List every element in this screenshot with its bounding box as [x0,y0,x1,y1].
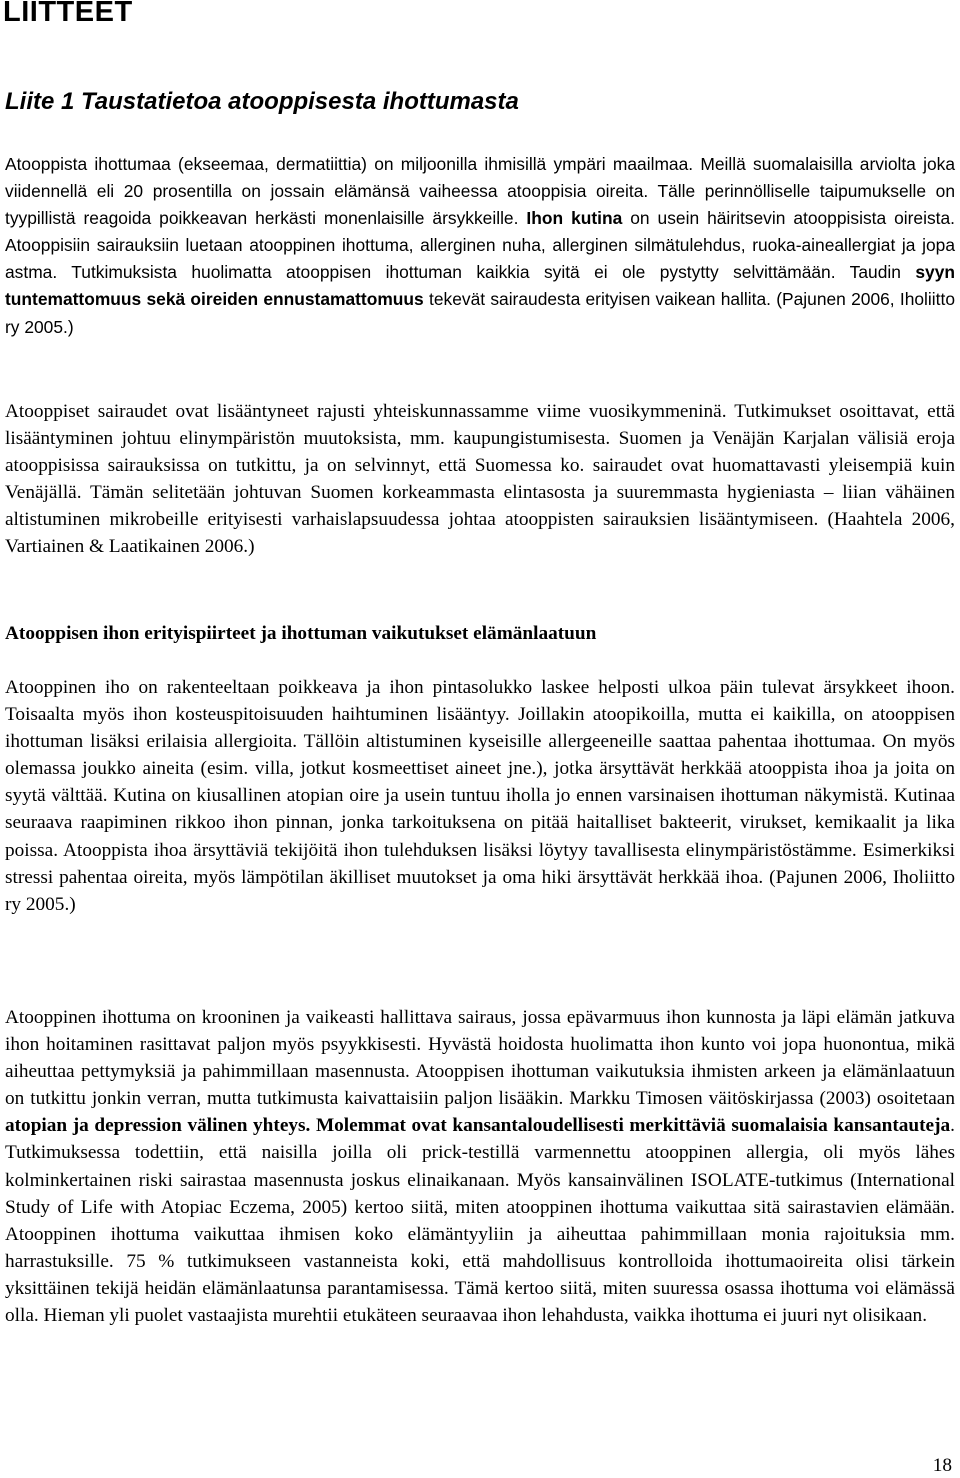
bold-phrase: atopian ja depression välinen yhteys. [5,1115,311,1137]
paragraph-atopic-increase [5,398,955,561]
bold-phrase: Molemmat ovat kansantaloudellisesti merkittäviä suomalaisia kansantauteja [315,1115,951,1137]
page-heading: LIITTEET [3,0,133,28]
paragraph-text: Atooppista ihottumaa (ekseemaa, dermatiittia) on miljoonilla ihmisillä ympäri maailmaa. Meillä suomalaisilla arviolta joka viidennellä eli 20 prosentilla on jossain elämänsä vaiheessa atooppisia oireita. Tälle perinnölliselle taipumukselle on tyypillistä reagoida poikkeavan herkästi monenlaisille ärsykkeille. [5,154,955,229]
paragraph-text: . Tutkimuksessa todettiin, että naisilla joilla oli prick-testillä varmennettu atooppinen allergia, oli myös lähes kolminkertainen riski sairastaa masennusta joskus elinaikanaan. Myös kansainvälinen ISOLATE-tutkimus (International Study of Life with Atopiac Eczema, 2005) kertoo siitä, miten atooppinen ihottuma vaikuttaa sitä sairastavien elämään. Atooppinen ihottuma vaikuttaa ihmisen koko elämäntyyliin ja aiheuttaa pahimmillaan monia rajoituksia mm. harrastuksille. 75 % tutkimukseen vastanneista koki, että mahdollisuus kontrolloida ihottumaoireita olisi tärkein yksittäinen tekijä heidän elämänlaatunsa parantamisessa. Tämä kertoo siitä, miten suuressa osassa ihottuma voi elämässä olla. Hieman yli puolet vastaajista murehtii etukäteen seuraavaa ihon lehahdusta, vaikka ihottuma ei juuri nyt olisikaan. [5,1115,955,1327]
paragraph-text: Atooppinen iho on rakenteeltaan poikkeava ja ihon pintasolukko laskee helposti ulkoa päin tulevat ärsykkeet ihoon. Toisaalta myös ihon kosteuspitoisuuden haihtuminen lisääntyy. Joillakin atoopikoilla, mutta ei kaikilla, on atooppisen ihottuman lisäksi erilaisia allergioita. Tällöin altistuminen kyseisille allergeeneille saattaa pahentaa ihottumaa. On myös olemassa joukko aineita (esim. villa, jotkut kosmeettiset aineet jne.), jotka ärsyttävät herkkää atooppista ihoa ja joita on syytä välttää. Kutina on kiusallinen atopian oire ja usein tuntuu iholla jo ennen varsinaisen ihottuman näkymistä. Kutinaa seuraava raapiminen rikkoo ihon pinnan, jonka tarkoituksena on pitää haitalliset bakteerit, virukset, kemikaalit ja lika poissa. Atooppista ihoa ärsyttäviä tekijöitä ihon tulehduksen lisäksi löytyy tavallisesta elinympäristöstämme. Esimerkiksi stressi pahentaa oireita, myös lämpötilan äkilliset muutokset ja oma hiki ärsyttävät herkkää ihoa. (Pajunen 2006, Iholiitto ry 2005.) [5,677,955,915]
paragraph-quality-of-life [5,1004,955,1329]
paragraph-text: Atooppiset sairaudet ovat lisääntyneet rajusti yhteiskunnassamme viime vuosikymmeninä. Tutkimukset osoittavat, että lisääntyminen johtuu elinympäristön muutoksista, mm. kaupungistumisesta. Suomen ja Venäjän Karjalan välisiä eroja atooppisissa sairauksissa on tutkittu, ja on selvinnyt, että Suomessa ko. sairaudet ovat huomattavasti yleisempiä kuin Venäjällä. Tämän selitetään johtuvan Suomen korkeammasta elintasosta ja suuremmasta hygieniasta – liian vähäinen altistuminen mikrobeille erityisesti varhaislapsuudessa johtaa atooppisten sairauksien lisääntymiseen. (Haahtela 2006, Vartiainen & Laatikainen 2006.) [5,401,955,558]
appendix-title: Liite 1 Taustatietoa atooppisesta ihottumasta [5,88,519,115]
paragraph-text: Atooppinen ihottuma on krooninen ja vaikeasti hallittava sairaus, jossa epävarmuus ihon kunnosta ja läpi elämän jatkuva ihon hoitaminen rasittavat paljon myös psyykkisesti. Hyvästä hoidosta huolimatta ihon kunto voi jopa huonontua, mikä aiheuttaa pettymyksiä ja pahimmillaan masennusta. Atooppisen ihottuman vaikutuksia ihmisten arkeen ja elämänlaatuun on tutkittu jonkin verran, mutta tutkimusta kaivattaisiin paljon lisääkin. Markku Timosen väitöskirjassa (2003) osoitetaan [5,1007,955,1110]
page-number: 18 [932,1455,952,1476]
paragraph-background [5,151,955,341]
paragraph-text: on usein häiritsevin atooppisista oireista. [630,208,955,229]
paragraph-text: tekevät sairaudesta erityisen vaikean hallita. (Pajunen 2006, Iholiitto ry 2005.) [5,289,955,337]
paragraph-text: Atooppisiin sairauksiin luetaan atooppinen ihottuma, allerginen nuha, allerginen silmätulehdus, ruoka-aineallergiat ja jopa astma. Tutkimuksista huolimatta atooppisen ihottuman kaikkia syitä ei ole pystytty selvittämään. Taudin [5,235,955,283]
section-heading: Atooppisen ihon erityispiirteet ja ihottuman vaikutukset elämänlaatuun [5,623,597,644]
paragraph-skin-characteristics [5,674,955,918]
bold-phrase: Ihon kutina [526,208,623,229]
bold-phrase: syyn tuntemattomuus sekä oireiden ennustamattomuus [5,262,955,310]
